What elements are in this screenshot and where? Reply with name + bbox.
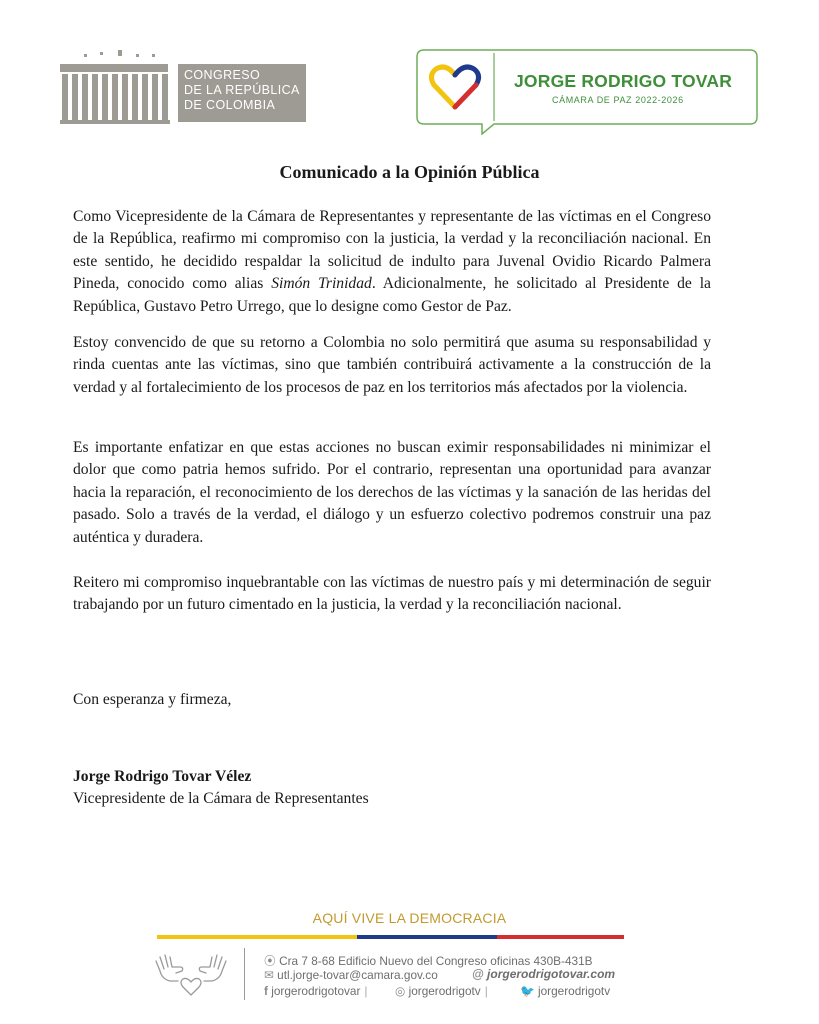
congreso-logo	[60, 46, 310, 126]
heart-icon	[428, 63, 482, 111]
website-text[interactable]: jorgerodrigotovar.com	[487, 967, 616, 981]
email-text[interactable]: utl.jorge-tovar@camara.gov.co	[277, 968, 438, 982]
location-icon: ⦿	[264, 954, 280, 968]
flag-red-stripe	[497, 935, 624, 939]
web-icon: @	[472, 967, 488, 981]
mail-icon: ✉	[264, 968, 278, 982]
capitol-building-icon	[60, 46, 178, 126]
congreso-label	[184, 68, 300, 113]
paragraph-4: Reitero mi compromiso inquebrantable con las víctimas de nuestro país y mi determinación de seguir trabajando por un futuro cimentado en la justicia, la verdad y la reconciliación nacional.	[73, 574, 711, 614]
address-text: Cra 7 8-68 Edificio Nuevo del Congreso oficinas 430B-431B	[279, 954, 593, 968]
congreso-line: CONGRESO	[184, 68, 261, 82]
paragraph-2: Estoy convencido de que su retorno a Colombia no solo permitirá que asuma su responsabilidad y rinda cuentas ante las víctimas, sino que también contribuirá activamente a la construcción de la verdad y al fortalecimiento de los procesos de paz en los territorios más afectados por la violencia.	[73, 334, 711, 396]
congreso-line: DE LA REPÚBLICA	[184, 83, 300, 97]
flag-color-bar	[157, 935, 624, 939]
document-title: Comunicado a la Opinión Pública	[279, 162, 540, 182]
footer-slogan: AQUÍ VIVE LA DEMOCRACIA	[312, 910, 507, 926]
signature-name: Jorge Rodrigo Tovar Vélez	[73, 768, 252, 785]
paragraph-1	[73, 206, 711, 318]
candidate-name: JORGE RODRIGO TOVAR	[514, 71, 733, 91]
paragraph-1-text: Como Vicepresidente de la Cámara de Representantes y representante de las víctimas en el Congreso de la República, reafirmo mi compromiso con la justicia, la verdad y la reconciliación nacional. En este sentido, he decidido respaldar la solicitud de indulto para Juvenal Ovidio Ricardo Palmera Pineda, conocido como alias	[73, 208, 711, 293]
instagram-icon: ◎	[395, 984, 409, 998]
twitter-icon: 🐦	[520, 984, 538, 998]
separator: |	[364, 984, 368, 998]
separator: |	[484, 984, 488, 998]
footer-website[interactable]	[472, 967, 615, 981]
candidate-logo	[416, 49, 758, 135]
closing-line: Con esperanza y firmeza,	[73, 691, 232, 708]
signature-role: Vicepresidente de la Cámara de Representantes	[73, 790, 369, 807]
candidate-subtitle: CÁMARA DE PAZ 2022-2026	[552, 95, 684, 105]
footer-divider	[244, 948, 245, 1000]
congreso-line: DE COLOMBIA	[184, 98, 276, 112]
footer-facebook[interactable]	[264, 984, 371, 998]
facebook-icon: f	[264, 984, 272, 998]
paragraph-3: Es importante enfatizar en que estas acciones no buscan eximir responsabilidades ni minimizar el dolor que como patria hemos sufrido. Por el contrario, representan una oportunidad para avanzar hacia la reparación, el reconocimiento de los derechos de las víctimas y la sanación de las heridas del pasado. Solo a través de la verdad, el diálogo y un esfuerzo colectivo podremos construir una paz auténtica y duradera.	[73, 439, 711, 546]
instagram-handle[interactable]: jorgerodrigotv	[408, 984, 481, 998]
footer-email[interactable]	[264, 968, 438, 982]
hands-heart-icon	[150, 949, 232, 999]
flag-blue-stripe	[357, 935, 497, 939]
facebook-handle[interactable]: jorgerodrigotovar	[271, 984, 361, 998]
footer-instagram[interactable]	[395, 984, 492, 998]
alias-name: Simón Trinidad	[271, 275, 372, 293]
paragraph-1-text-end: . Adicionalmente, he solicitado al Presidente de la República, Gustavo Petro Urrego, que lo designe como Gestor de Paz.	[73, 275, 711, 315]
twitter-handle[interactable]: jorgerodrigotv	[537, 984, 611, 998]
flag-yellow-stripe	[157, 935, 357, 939]
footer-twitter[interactable]	[520, 984, 610, 998]
